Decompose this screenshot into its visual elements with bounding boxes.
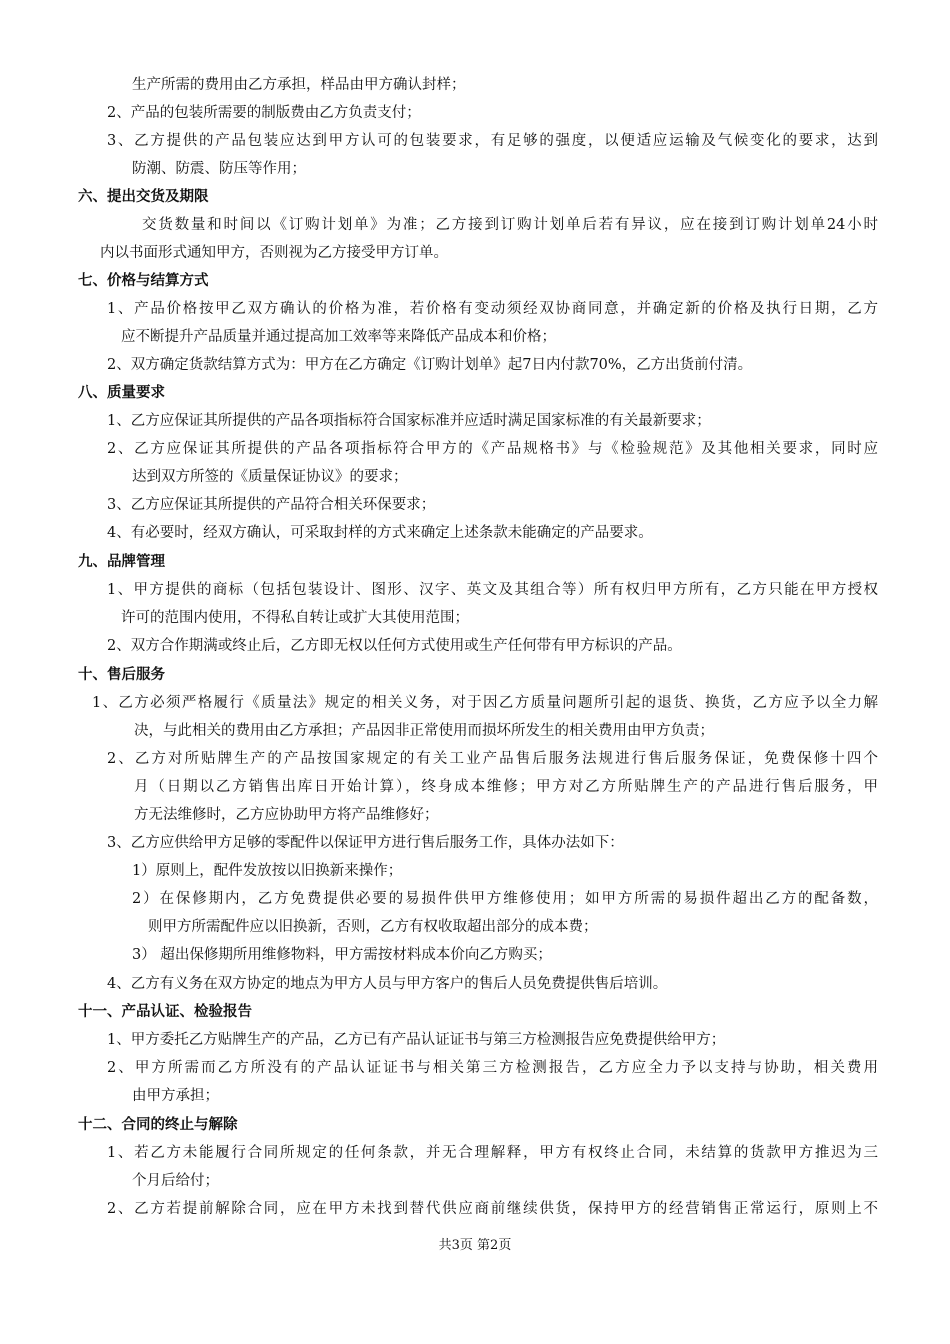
text-line: 2）在保修期内，乙方免费提供必要的易损件供甲方维修使用；如甲方所需的易损件超出乙方的配备数， bbox=[132, 891, 878, 907]
text-line: 3） 超出保修期所用维修物料，甲方需按材料成本价向乙方购买； bbox=[132, 947, 552, 963]
section-heading-11: 十一、产品认证、检验报告 bbox=[78, 1004, 252, 1020]
text-line: 1、产品价格按甲乙双方确认的价格为准，若价格有变动须经双协商同意，并确定新的价格及执行日期，乙方 bbox=[107, 301, 878, 317]
text-line: 2、乙方应保证其所提供的产品各项指标符合甲方的《产品规格书》与《检验规范》及其他相关要求，同时应 bbox=[107, 441, 878, 457]
text-line: 个月后给付； bbox=[132, 1173, 219, 1189]
text-line: 1）原则上，配件发放按以旧换新来操作； bbox=[132, 863, 403, 879]
text-line: 1、甲方提供的商标（包括包装设计、图形、汉字、英文及其组合等）所有权归甲方所有，乙方只能在甲方授权 bbox=[107, 582, 878, 598]
text-line: 1、乙方应保证其所提供的产品各项指标符合国家标准并应适时满足国家标准的有关最新要求； bbox=[107, 413, 711, 429]
text-line: 1、若乙方未能履行合同所规定的任何条款，并无合理解释，甲方有权终止合同，未结算的货款甲方推迟为三 bbox=[107, 1145, 878, 1161]
text-line: 交货数量和时间以《订购计划单》为准；乙方接到订购计划单后若有异议，应在接到订购计划单24小时 bbox=[142, 217, 878, 233]
text-line: 应不断提升产品质量并通过提高加工效率等来降低产品成本和价格； bbox=[121, 329, 556, 345]
text-line: 由甲方承担； bbox=[132, 1088, 219, 1104]
text-line: 内以书面形式通知甲方，否则视为乙方接受甲方订单。 bbox=[100, 245, 448, 261]
text-line: 3、乙方应供给甲方足够的零配件以保证甲方进行售后服务工作，具体办法如下： bbox=[107, 835, 624, 851]
text-line: 3、乙方提供的产品包装应达到甲方认可的包装要求，有足够的强度，以便适应运输及气候变化的要求，达到 bbox=[107, 133, 878, 149]
text-line: 2、乙方若提前解除合同，应在甲方未找到替代供应商前继续供货，保持甲方的经营销售正常运行，原则上不 bbox=[107, 1201, 878, 1217]
text-line: 4、乙方有义务在双方协定的地点为甲方人员与甲方客户的售后人员免费提供售后培训。 bbox=[107, 976, 668, 992]
section-heading-12: 十二、合同的终止与解除 bbox=[78, 1117, 238, 1133]
text-line: 生产所需的费用由乙方承担，样品由甲方确认封样； bbox=[132, 77, 466, 93]
section-heading-9: 九、品牌管理 bbox=[78, 554, 165, 570]
section-heading-8: 八、质量要求 bbox=[78, 385, 165, 401]
text-line: 决，与此相关的费用由乙方承担；产品因非正常使用而损坏所发生的相关费用由甲方负责； bbox=[134, 723, 714, 739]
section-heading-7: 七、价格与结算方式 bbox=[78, 273, 209, 289]
text-line: 2、双方合作期满或终止后，乙方即无权以任何方式使用或生产任何带有甲方标识的产品。 bbox=[107, 638, 682, 654]
text-line: 许可的范围内使用，不得私自转让或扩大其使用范围； bbox=[121, 610, 469, 626]
text-line: 2、双方确定货款结算方式为：甲方在乙方确定《订购计划单》起7日内付款70%，乙方出货前付清。 bbox=[107, 357, 753, 373]
text-line: 2、甲方所需而乙方所没有的产品认证证书与相关第三方检测报告，乙方应全力予以支持与协助，相关费用 bbox=[107, 1060, 878, 1076]
text-line: 方无法维修时，乙方应协助甲方将产品维修好； bbox=[134, 807, 439, 823]
text-line: 达到双方所签的《质量保证协议》的要求； bbox=[132, 469, 408, 485]
text-line: 1、甲方委托乙方贴牌生产的产品，乙方已有产品认证证书与第三方检测报告应免费提供给甲方； bbox=[107, 1032, 726, 1048]
page-footer: 共3页 第2页 bbox=[438, 1238, 512, 1253]
text-line: 4、有必要时，经双方确认，可采取封样的方式来确定上述条款未能确定的产品要求。 bbox=[107, 525, 653, 541]
text-line: 1、乙方必须严格履行《质量法》规定的相关义务，对于因乙方质量问题所引起的退货、换货，乙方应予以全力解 bbox=[92, 695, 878, 711]
text-line: 防潮、防震、防压等作用； bbox=[132, 161, 306, 177]
text-line: 则甲方所需配件应以旧换新，否则，乙方有权收取超出部分的成本费； bbox=[148, 919, 598, 935]
text-line: 3、乙方应保证其所提供的产品符合相关环保要求； bbox=[107, 497, 436, 513]
section-heading-6: 六、提出交货及期限 bbox=[78, 189, 209, 205]
section-heading-10: 十、售后服务 bbox=[78, 667, 165, 683]
text-line: 2、产品的包装所需要的制版费由乙方负责支付； bbox=[107, 105, 421, 121]
text-line: 2、乙方对所贴牌生产的产品按国家规定的有关工业产品售后服务法规进行售后服务保证，免费保修十四个 bbox=[107, 751, 878, 767]
text-line: 月（日期以乙方销售出库日开始计算），终身成本维修；甲方对乙方所贴牌生产的产品进行售后服务，甲 bbox=[134, 779, 878, 795]
